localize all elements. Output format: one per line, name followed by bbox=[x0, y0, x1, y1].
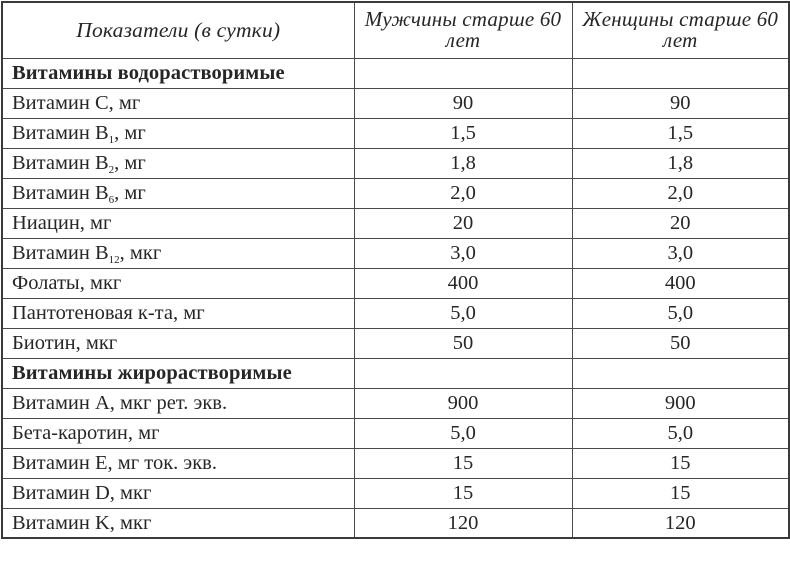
table-body bbox=[2, 58, 789, 538]
header-row bbox=[2, 2, 789, 58]
indicator-cell: Бета-каротин, мг bbox=[2, 418, 354, 448]
empty-cell bbox=[572, 58, 789, 88]
table-row bbox=[2, 448, 789, 478]
women-value: 20 bbox=[572, 208, 789, 238]
women-value: 1,8 bbox=[572, 148, 789, 178]
empty-cell bbox=[572, 358, 789, 388]
women-value: 5,0 bbox=[572, 418, 789, 448]
men-value: 15 bbox=[354, 478, 572, 508]
men-value: 15 bbox=[354, 448, 572, 478]
table-row bbox=[2, 148, 789, 178]
men-value: 1,8 bbox=[354, 148, 572, 178]
section-title: Витамины водорастворимые bbox=[2, 58, 354, 88]
vitamin-norms-table bbox=[1, 1, 790, 539]
men-value: 2,0 bbox=[354, 178, 572, 208]
women-value: 50 bbox=[572, 328, 789, 358]
empty-cell bbox=[354, 358, 572, 388]
indicator-cell: Витамин C, мг bbox=[2, 88, 354, 118]
section-row-water-soluble bbox=[2, 58, 789, 88]
men-value: 400 bbox=[354, 268, 572, 298]
indicator-cell: Ниацин, мг bbox=[2, 208, 354, 238]
table-row bbox=[2, 208, 789, 238]
table-header bbox=[2, 2, 789, 58]
women-value: 400 bbox=[572, 268, 789, 298]
section-title: Витамины жирорастворимые bbox=[2, 358, 354, 388]
indicator-cell: Витамин $B_1$, мг bbox=[2, 118, 354, 148]
indicator-cell: Биотин, мкг bbox=[2, 328, 354, 358]
women-value: 1,5 bbox=[572, 118, 789, 148]
header-men: Мужчины старше 60 лет bbox=[354, 2, 572, 58]
men-value: 5,0 bbox=[354, 298, 572, 328]
men-value: 1,5 bbox=[354, 118, 572, 148]
women-value: 3,0 bbox=[572, 238, 789, 268]
men-value: 5,0 bbox=[354, 418, 572, 448]
table-row bbox=[2, 118, 789, 148]
section-row-fat-soluble bbox=[2, 358, 789, 388]
men-value: 90 bbox=[354, 88, 572, 118]
header-indicator: Показатели (в сутки) bbox=[2, 2, 354, 58]
indicator-cell: Пантотеновая к-та, мг bbox=[2, 298, 354, 328]
table-row bbox=[2, 268, 789, 298]
women-value: 2,0 bbox=[572, 178, 789, 208]
indicator-cell: Фолаты, мкг bbox=[2, 268, 354, 298]
table-row bbox=[2, 88, 789, 118]
men-value: 3,0 bbox=[354, 238, 572, 268]
indicator-cell: Витамин $B_6$, мг bbox=[2, 178, 354, 208]
indicator-cell: Витамин K, мкг bbox=[2, 508, 354, 538]
men-value: 50 bbox=[354, 328, 572, 358]
indicator-cell: Витамин A, мкг рет. экв. bbox=[2, 388, 354, 418]
indicator-cell: Витамин $B_2$, мг bbox=[2, 148, 354, 178]
table-row bbox=[2, 508, 789, 538]
header-women: Женщины старше 60 лет bbox=[572, 2, 789, 58]
table-row bbox=[2, 418, 789, 448]
indicator-cell: Витамин E, мг ток. экв. bbox=[2, 448, 354, 478]
women-value: 900 bbox=[572, 388, 789, 418]
indicator-cell: Витамин $B_{12}$, мкг bbox=[2, 238, 354, 268]
table-row bbox=[2, 388, 789, 418]
women-value: 15 bbox=[572, 448, 789, 478]
table-row bbox=[2, 238, 789, 268]
table-row bbox=[2, 178, 789, 208]
women-value: 120 bbox=[572, 508, 789, 538]
women-value: 90 bbox=[572, 88, 789, 118]
indicator-cell: Витамин D, мкг bbox=[2, 478, 354, 508]
men-value: 120 bbox=[354, 508, 572, 538]
table-row bbox=[2, 478, 789, 508]
women-value: 5,0 bbox=[572, 298, 789, 328]
table-row bbox=[2, 328, 789, 358]
men-value: 900 bbox=[354, 388, 572, 418]
women-value: 15 bbox=[572, 478, 789, 508]
table-row bbox=[2, 298, 789, 328]
men-value: 20 bbox=[354, 208, 572, 238]
empty-cell bbox=[354, 58, 572, 88]
